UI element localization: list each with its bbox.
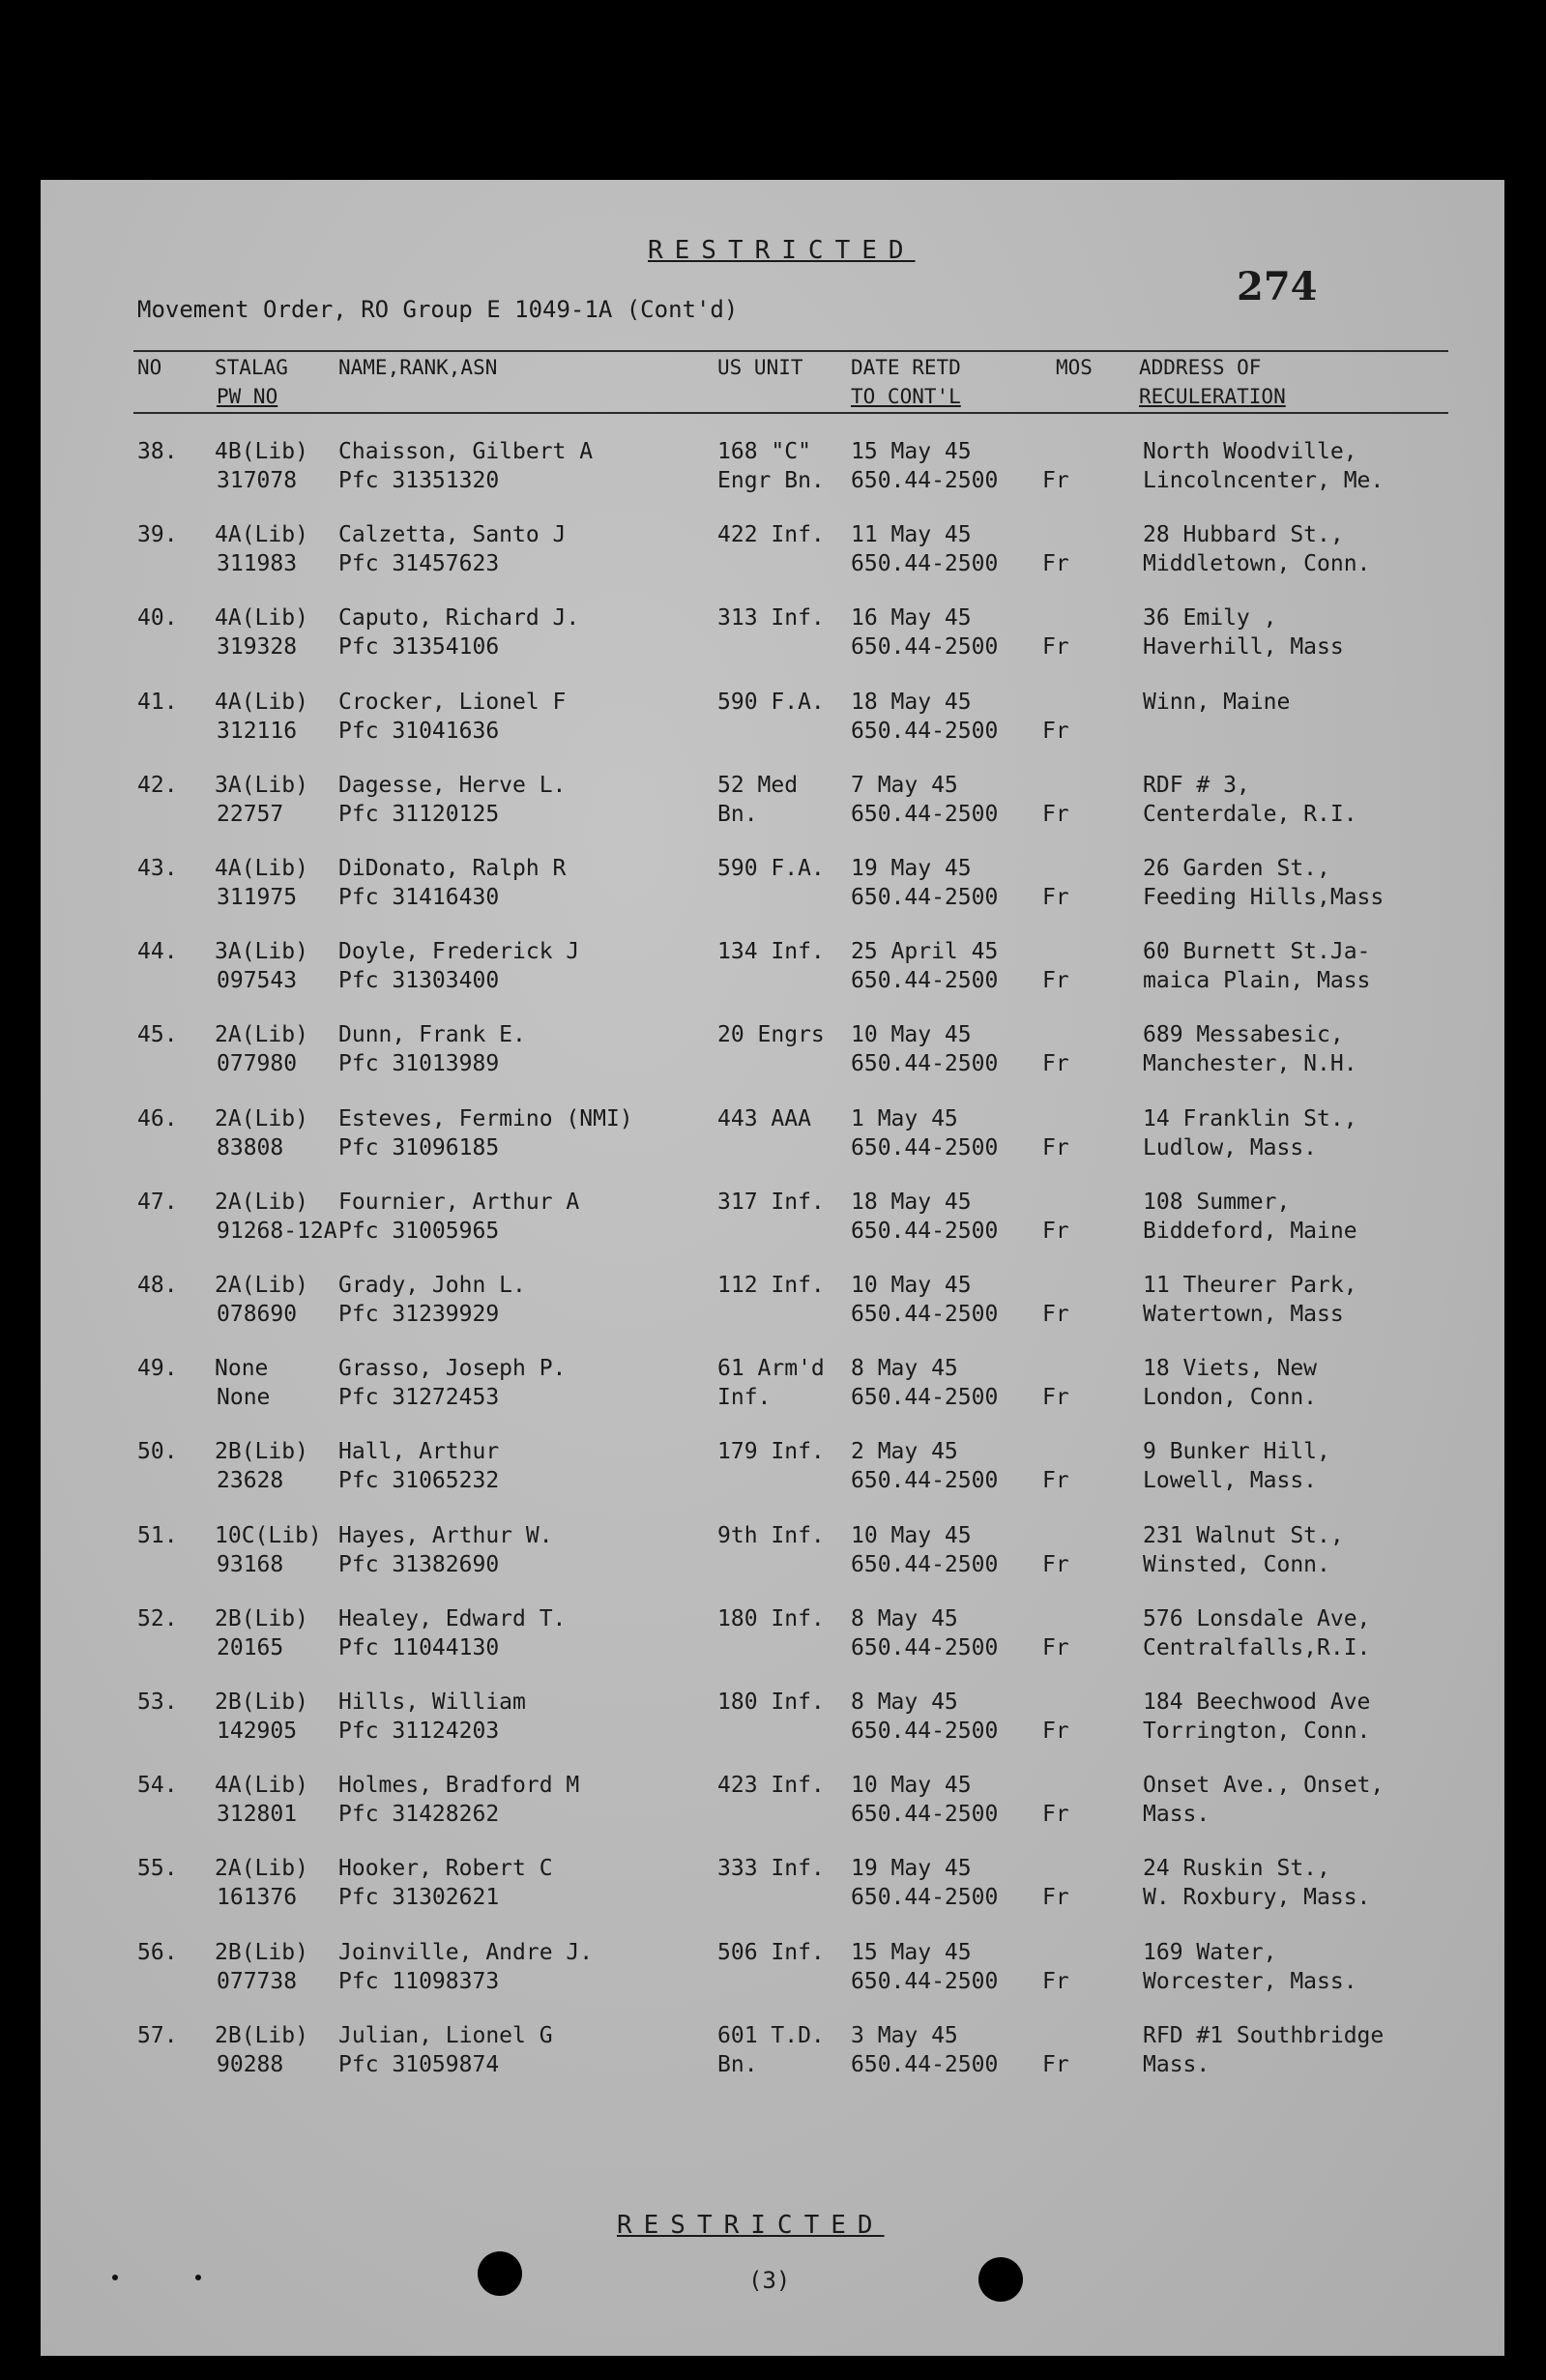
us-unit: 443 AAA: [717, 1105, 811, 1131]
pw-number: 91268-12A: [217, 1218, 337, 1244]
rank-asn: Pfc 31120125: [338, 801, 500, 827]
stalag: 2A(Lib): [215, 1022, 308, 1048]
soldier-name: Chaisson, Gilbert A: [338, 439, 594, 464]
pw-number: 22757: [217, 801, 284, 827]
row-number: 39.: [137, 522, 178, 548]
soldier-name: Julian, Lionel G: [338, 2022, 553, 2048]
stalag: 4A(Lib): [215, 856, 308, 881]
pw-number: 312116: [217, 718, 298, 744]
pw-number: 077738: [217, 1968, 298, 1994]
table-row: [41, 1854, 1504, 1937]
mos: Fr: [1042, 1802, 1069, 1828]
address-line-1: 231 Walnut St.,: [1143, 1522, 1344, 1548]
address-line-1: 36 Emily ,: [1143, 605, 1277, 632]
us-unit: 317 Inf.: [717, 1189, 825, 1215]
mos: Fr: [1042, 968, 1069, 994]
table-row: [41, 1604, 1504, 1688]
date-returned: 8 May 45: [851, 1690, 958, 1715]
date-returned: 15 May 45: [851, 1939, 972, 1965]
soldier-name: Dagesse, Herve L.: [338, 772, 567, 798]
address-line-1: RFD #1 Southbridge: [1143, 2022, 1385, 2048]
speck: [112, 2275, 118, 2280]
rank-asn: Pfc 31239929: [338, 1302, 500, 1327]
table-row: [41, 1354, 1504, 1437]
rank-asn: Pfc 31382690: [338, 1551, 500, 1577]
mos: Fr: [1042, 1051, 1069, 1077]
rank-asn: Pfc 31096185: [338, 1134, 500, 1161]
address-line-1: 24 Ruskin St.,: [1143, 1856, 1330, 1882]
soldier-name: Grady, John L.: [338, 1273, 526, 1298]
mos: Fr: [1042, 1218, 1069, 1244]
date-returned: 1 May 45: [851, 1105, 958, 1131]
rank-asn: Pfc 31303400: [338, 968, 500, 994]
us-unit: 9th Inf.: [717, 1522, 825, 1548]
address-line-1: 14 Franklin St.,: [1143, 1105, 1357, 1131]
us-unit: 180 Inf.: [717, 1605, 825, 1631]
soldier-name: Crocker, Lionel F: [338, 689, 567, 715]
pw-number: 078690: [217, 1302, 298, 1327]
rank-asn: Pfc 11098373: [338, 1968, 500, 1994]
us-unit: 168 "C": [717, 439, 811, 464]
soldier-name: Dunn, Frank E.: [338, 1022, 526, 1048]
us-unit-cont: Inf.: [717, 1385, 772, 1411]
row-number: 45.: [137, 1022, 178, 1048]
date-returned: 10 May 45: [851, 1773, 972, 1799]
row-number: 42.: [137, 772, 178, 798]
stalag: 2B(Lib): [215, 1690, 308, 1715]
soldier-name: Grasso, Joseph P.: [338, 1356, 567, 1382]
address-line-2: Mass.: [1143, 1802, 1211, 1828]
page-number: 274: [1237, 264, 1318, 309]
stalag: 2B(Lib): [215, 1605, 308, 1631]
address-line-2: Ludlow, Mass.: [1143, 1134, 1318, 1161]
stalag: 2A(Lib): [215, 1105, 308, 1131]
col-header-unit: US UNIT: [717, 356, 803, 379]
col-header-pw-no: PW NO: [217, 385, 278, 408]
order-code: 650.44-2500: [851, 885, 999, 910]
soldier-name: Hills, William: [338, 1690, 526, 1715]
row-number: 43.: [137, 856, 178, 881]
table-row: [41, 688, 1504, 771]
date-returned: 15 May 45: [851, 439, 972, 464]
table-row: [41, 1938, 1504, 2021]
table-row: [41, 1104, 1504, 1188]
order-code: 650.44-2500: [851, 1051, 999, 1077]
address-line-1: 169 Water,: [1143, 1939, 1277, 1965]
row-number: 53.: [137, 1690, 178, 1715]
stalag: 3A(Lib): [215, 939, 308, 965]
soldier-name: Doyle, Frederick J: [338, 939, 580, 965]
table-row: [41, 771, 1504, 854]
classification-footer: RESTRICTED: [617, 2211, 885, 2240]
col-header-stalag: STALAG: [215, 356, 288, 379]
row-number: 44.: [137, 939, 178, 965]
soldier-name: Fournier, Arthur A: [338, 1189, 580, 1215]
punch-hole-right: [978, 2257, 1023, 2302]
us-unit-cont: Bn.: [717, 2051, 758, 2077]
order-code: 650.44-2500: [851, 718, 999, 744]
mos: Fr: [1042, 885, 1069, 910]
pw-number: 161376: [217, 1885, 298, 1911]
stalag: 4A(Lib): [215, 522, 308, 548]
us-unit: 179 Inf.: [717, 1439, 825, 1465]
document-page: [41, 180, 1504, 2356]
address-line-2: Watertown, Mass: [1143, 1302, 1344, 1327]
row-number: 51.: [137, 1522, 178, 1548]
address-line-2: Centralfalls,R.I.: [1143, 1634, 1371, 1660]
order-code: 650.44-2500: [851, 1218, 999, 1244]
stalag: 4A(Lib): [215, 605, 308, 632]
us-unit: 112 Inf.: [717, 1273, 825, 1298]
order-code: 650.44-2500: [851, 1968, 999, 1994]
date-returned: 7 May 45: [851, 772, 958, 798]
address-line-1: 18 Viets, New: [1143, 1356, 1318, 1382]
stalag: 2A(Lib): [215, 1189, 308, 1215]
address-line-1: 26 Garden St.,: [1143, 856, 1330, 881]
table-row: [41, 854, 1504, 937]
date-returned: 3 May 45: [851, 2022, 958, 2048]
pw-number: 90288: [217, 2051, 284, 2077]
address-line-2: Worcester, Mass.: [1143, 1968, 1357, 1994]
stalag: 4A(Lib): [215, 689, 308, 715]
address-line-1: 11 Theurer Park,: [1143, 1273, 1357, 1298]
mos: Fr: [1042, 634, 1069, 661]
soldier-name: DiDonato, Ralph R: [338, 856, 567, 881]
us-unit: 61 Arm'd: [717, 1356, 825, 1382]
date-returned: 19 May 45: [851, 856, 972, 881]
order-code: 650.44-2500: [851, 634, 999, 661]
us-unit: 52 Med: [717, 772, 799, 798]
table-row: [41, 1688, 1504, 1771]
soldier-name: Hall, Arthur: [338, 1439, 500, 1465]
address-line-2: W. Roxbury, Mass.: [1143, 1885, 1371, 1911]
pw-number: 93168: [217, 1551, 284, 1577]
us-unit: 422 Inf.: [717, 522, 825, 548]
row-number: 48.: [137, 1273, 178, 1298]
rank-asn: Pfc 31065232: [338, 1468, 500, 1494]
mos: Fr: [1042, 1302, 1069, 1327]
pw-number: 311983: [217, 551, 298, 577]
rank-asn: Pfc 31041636: [338, 718, 500, 744]
date-returned: 11 May 45: [851, 522, 972, 548]
header-rule-top: [133, 350, 1448, 352]
col-header-no: NO: [137, 356, 162, 379]
order-code: 650.44-2500: [851, 551, 999, 577]
mos: Fr: [1042, 1385, 1069, 1411]
table-row: [41, 1437, 1504, 1520]
row-number: 52.: [137, 1605, 178, 1631]
mos: Fr: [1042, 1968, 1069, 1994]
row-number: 50.: [137, 1439, 178, 1465]
pw-number: 317078: [217, 468, 298, 493]
address-line-1: RDF # 3,: [1143, 772, 1250, 798]
address-line-2: Mass.: [1143, 2051, 1211, 2077]
address-line-2: Manchester, N.H.: [1143, 1051, 1357, 1077]
col-header-name: NAME,RANK,ASN: [338, 356, 498, 379]
pw-number: 83808: [217, 1134, 284, 1161]
address-line-2: Lowell, Mass.: [1143, 1468, 1318, 1494]
address-line-1: 9 Bunker Hill,: [1143, 1439, 1330, 1465]
date-returned: 25 April 45: [851, 939, 999, 965]
table-row: [41, 1521, 1504, 1604]
us-unit-cont: Engr Bn.: [717, 468, 825, 493]
us-unit: 313 Inf.: [717, 605, 825, 632]
col-header-mos: MOS: [1056, 356, 1093, 379]
address-line-1: 576 Lonsdale Ave,: [1143, 1605, 1371, 1631]
mos: Fr: [1042, 1719, 1069, 1744]
us-unit: 180 Inf.: [717, 1690, 825, 1715]
soldier-name: Caputo, Richard J.: [338, 605, 580, 632]
mos: Fr: [1042, 1634, 1069, 1660]
date-returned: 19 May 45: [851, 1856, 972, 1882]
rank-asn: Pfc 31351320: [338, 468, 500, 493]
table-row: [41, 1771, 1504, 1854]
soldier-name: Calzetta, Santo J: [338, 522, 567, 548]
pw-number: 077980: [217, 1051, 298, 1077]
stalag: 2B(Lib): [215, 1439, 308, 1465]
address-line-1: 28 Hubbard St.,: [1143, 522, 1344, 548]
pw-number: 312801: [217, 1802, 298, 1828]
stalag: 2A(Lib): [215, 1856, 308, 1882]
rank-asn: Pfc 31457623: [338, 551, 500, 577]
row-number: 47.: [137, 1189, 178, 1215]
pw-number: None: [217, 1385, 271, 1411]
order-code: 650.44-2500: [851, 1719, 999, 1744]
address-line-2: Feeding Hills,Mass: [1143, 885, 1385, 910]
date-returned: 8 May 45: [851, 1605, 958, 1631]
stalag: 2B(Lib): [215, 2022, 308, 2048]
rank-asn: Pfc 31124203: [338, 1719, 500, 1744]
address-line-2: maica Plain, Mass: [1143, 968, 1371, 994]
mos: Fr: [1042, 551, 1069, 577]
pw-number: 23628: [217, 1468, 284, 1494]
row-number: 54.: [137, 1773, 178, 1799]
address-line-2: Haverhill, Mass: [1143, 634, 1344, 661]
soldier-name: Hayes, Arthur W.: [338, 1522, 553, 1548]
col-header-date: DATE RETD: [851, 356, 961, 379]
us-unit: 590 F.A.: [717, 689, 825, 715]
table-row: [41, 1271, 1504, 1354]
mos: Fr: [1042, 1468, 1069, 1494]
order-code: 650.44-2500: [851, 1385, 999, 1411]
us-unit: 134 Inf.: [717, 939, 825, 965]
address-line-1: 689 Messabesic,: [1143, 1022, 1344, 1048]
row-number: 38.: [137, 439, 178, 464]
rank-asn: Pfc 31354106: [338, 634, 500, 661]
rank-asn: Pfc 31428262: [338, 1802, 500, 1828]
address-line-2: Biddeford, Maine: [1143, 1218, 1357, 1244]
order-code: 650.44-2500: [851, 1802, 999, 1828]
soldier-name: Holmes, Bradford M: [338, 1773, 580, 1799]
order-code: 650.44-2500: [851, 1468, 999, 1494]
us-unit: 20 Engrs: [717, 1022, 825, 1048]
mos: Fr: [1042, 2051, 1069, 2077]
date-returned: 18 May 45: [851, 689, 972, 715]
col-header-address: ADDRESS OF: [1139, 356, 1262, 379]
table-row: [41, 437, 1504, 520]
order-title: Movement Order, RO Group E 1049-1A (Cont'd): [137, 296, 739, 323]
address-line-2: Lincolncenter, Me.: [1143, 468, 1385, 493]
date-returned: 2 May 45: [851, 1439, 958, 1465]
date-returned: 16 May 45: [851, 605, 972, 632]
row-number: 40.: [137, 605, 178, 632]
classification-header: RESTRICTED: [648, 236, 916, 265]
date-returned: 10 May 45: [851, 1273, 972, 1298]
address-line-1: 108 Summer,: [1143, 1189, 1291, 1215]
table-row: [41, 1020, 1504, 1103]
col-header-to-contl: TO CONT'L: [851, 385, 961, 408]
stalag: None: [215, 1356, 269, 1382]
rank-asn: Pfc 31302621: [338, 1885, 500, 1911]
order-code: 650.44-2500: [851, 1134, 999, 1161]
date-returned: 8 May 45: [851, 1356, 958, 1382]
row-number: 46.: [137, 1105, 178, 1131]
rank-asn: Pfc 31272453: [338, 1385, 500, 1411]
soldier-name: Hooker, Robert C: [338, 1856, 553, 1882]
stalag: 3A(Lib): [215, 772, 308, 798]
address-line-2: Winsted, Conn.: [1143, 1551, 1330, 1577]
us-unit: 333 Inf.: [717, 1856, 825, 1882]
order-code: 650.44-2500: [851, 968, 999, 994]
us-unit: 601 T.D.: [717, 2022, 825, 2048]
rank-asn: Pfc 11044130: [338, 1634, 500, 1660]
rank-asn: Pfc 31059874: [338, 2051, 500, 2077]
pw-number: 142905: [217, 1719, 298, 1744]
row-number: 55.: [137, 1856, 178, 1882]
address-line-2: Middletown, Conn.: [1143, 551, 1371, 577]
address-line-2: Torrington, Conn.: [1143, 1719, 1371, 1744]
mos: Fr: [1042, 1551, 1069, 1577]
us-unit-cont: Bn.: [717, 801, 758, 827]
header-rule-bottom: [133, 412, 1448, 414]
us-unit: 423 Inf.: [717, 1773, 825, 1799]
us-unit: 590 F.A.: [717, 856, 825, 881]
rank-asn: Pfc 31005965: [338, 1218, 500, 1244]
order-code: 650.44-2500: [851, 1551, 999, 1577]
row-number: 49.: [137, 1356, 178, 1382]
mos: Fr: [1042, 718, 1069, 744]
page-footer-number: (3): [748, 2267, 791, 2294]
pw-number: 20165: [217, 1634, 284, 1660]
order-code: 650.44-2500: [851, 1302, 999, 1327]
row-number: 41.: [137, 689, 178, 715]
table-row: [41, 1188, 1504, 1271]
address-line-1: Onset Ave., Onset,: [1143, 1773, 1385, 1799]
row-number: 56.: [137, 1939, 178, 1965]
soldier-name: Esteves, Fermino (NMI): [338, 1105, 633, 1131]
soldier-name: Joinville, Andre J.: [338, 1939, 594, 1965]
date-returned: 10 May 45: [851, 1522, 972, 1548]
table-row: [41, 520, 1504, 603]
stalag: 10C(Lib): [215, 1522, 322, 1548]
stalag: 2B(Lib): [215, 1939, 308, 1965]
order-code: 650.44-2500: [851, 801, 999, 827]
pw-number: 097543: [217, 968, 298, 994]
pw-number: 319328: [217, 634, 298, 661]
row-number: 57.: [137, 2022, 178, 2048]
pw-number: 311975: [217, 885, 298, 910]
rank-asn: Pfc 31013989: [338, 1051, 500, 1077]
stalag: 4A(Lib): [215, 1773, 308, 1799]
address-line-1: 184 Beechwood Ave: [1143, 1690, 1371, 1715]
mos: Fr: [1042, 468, 1069, 493]
order-code: 650.44-2500: [851, 1885, 999, 1911]
table-row: [41, 2021, 1504, 2104]
speck: [195, 2275, 201, 2280]
order-code: 650.44-2500: [851, 2051, 999, 2077]
stalag: 4B(Lib): [215, 439, 308, 464]
address-line-1: 60 Burnett St.Ja-: [1143, 939, 1371, 965]
table-row: [41, 937, 1504, 1020]
col-header-reculeration: RECULERATION: [1139, 385, 1286, 408]
order-code: 650.44-2500: [851, 1634, 999, 1660]
stalag: 2A(Lib): [215, 1273, 308, 1298]
punch-hole-left: [478, 2251, 522, 2296]
mos: Fr: [1042, 801, 1069, 827]
address-line-2: London, Conn.: [1143, 1385, 1318, 1411]
rank-asn: Pfc 31416430: [338, 885, 500, 910]
address-line-1: Winn, Maine: [1143, 689, 1291, 715]
date-returned: 10 May 45: [851, 1022, 972, 1048]
table-row: [41, 603, 1504, 687]
date-returned: 18 May 45: [851, 1189, 972, 1215]
us-unit: 506 Inf.: [717, 1939, 825, 1965]
address-line-2: Centerdale, R.I.: [1143, 801, 1357, 827]
mos: Fr: [1042, 1134, 1069, 1161]
soldier-name: Healey, Edward T.: [338, 1605, 567, 1631]
order-code: 650.44-2500: [851, 468, 999, 493]
address-line-1: North Woodville,: [1143, 439, 1357, 464]
mos: Fr: [1042, 1885, 1069, 1911]
